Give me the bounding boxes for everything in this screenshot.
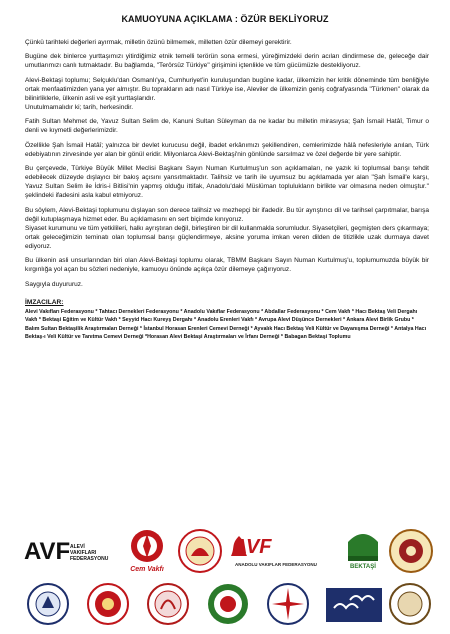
association-seal [86, 582, 130, 631]
birds-icon [326, 588, 382, 622]
signatories-heading: İMZACILAR: [25, 298, 64, 306]
cem-vakfi-emblem [122, 526, 172, 566]
avf-logo-subtext: ALEVİ VAKIFLARI FEDERASYONU [70, 544, 109, 562]
cem-vakfi-label: Cem Vakfı [130, 566, 164, 573]
paragraph: Özellikle Şah İsmail Hatâî; yalnızca bir devlet kurucusu değil, ibadet erkânımızı şekillendiren, cemlerimizde hâlâ nefesleriyle anılan, Türk edebiyatının zirvesinde yer alan bir gönül eridir. Milyonlarca Alevi-Bektaşi'nin gönlünde sarsılmaz ve özel değerde bir yere sahiptir. [25, 141, 429, 158]
paragraph: Bu söylem, Alevi-Bektaşi toplumunu dışlayan son derece talihsiz ve mezhepçi bir ifadedir. Bu tür ayrıştırıcı dil ve tarihsel çarpıtmalar, barışa değil kutuplaşmaya hizmet eder. Bu açıklamasını en sert biçimde kınıyoruz. [25, 206, 429, 223]
association-seal [146, 582, 190, 631]
paragraph: Bu çerçevede, Türkiye Büyük Millet Meclisi Başkanı Sayın Numan Kurtulmuş'un son açıklamaları, ne yazık ki toplumsal barışı tehdit edebilecek düzeyde dışlayıcı bir bakış açısını yansıtmaktadır. Talihsiz ve tarih ile uyumsuz bu açıklamada yer alan "Şah İsmail'e karşı, Yavuz Sultan Selim ile İdris-i Bitlisi'nin yapmış olduğu ittifak, Anadolu'daki Müslüman toplulukların birlikte var olmasına neden olmuştur." şeklindeki ifadesini asla kabul etmiyoruz. [25, 164, 429, 200]
logos-row-2 [22, 580, 432, 630]
seal-icon [86, 582, 130, 626]
seal-icon [206, 582, 250, 626]
bektasi-logo [342, 526, 384, 576]
paragraph: Bu ülkenin asli unsurlarından biri olan Alevi-Bektaşi toplumu olarak, TBMM Başkanı Sayın Numan Kurtulmuş'u, toplumumuzda büyük bir kırgınlığa yol açan bu sözleri nedeniyle, kamuoyu önünde açıkça özür dilemeye çağırıyoruz. [25, 257, 429, 274]
paragraph: Çünkü tarihteki değerleri ayırmak, milletin özünü bilmemek, milletten özür dilemeyi gerektirir. [25, 39, 292, 46]
avf2-logo-subtext: ANADOLU VAKIFLAR FEDERASYONU [235, 562, 317, 567]
page-title: KAMUOYUNA AÇIKLAMA : ÖZÜR BEKLİYORUZ [121, 14, 329, 24]
seal-icon [388, 526, 434, 576]
seal-icon [266, 582, 310, 626]
paragraph: Saygıyla duyururuz. [25, 280, 83, 288]
seal-icon [146, 582, 190, 626]
avf2-logo-text: AVF [233, 536, 272, 558]
cem-vakfi-logo [122, 526, 172, 578]
paragraph: Bugüne dek binlerce yurttaşımızı yitirdiğimiz etnik temelli terörün sona ermesi, yüreğimizdeki derin acıları dindirmese de, geleceğe dair umutlarımızı canlı tutmaktadır. Bu bağlamda, "Terörsüz Türkiye" girişimini içtenlikle ve tüm gücümüzle destekliyoruz. [25, 53, 429, 70]
association-seal [388, 582, 432, 631]
paragraph: Siyaset kurumunu ve tüm yetkilileri, halkı ayrıştıran değil, birleştiren bir dil kullanmakla sorumludur. Siyasetçileri, geçmişten ders çıkarmaya; ortak geleceğimizin teminatı olan toplumsal barışı güçlendirmeye, aksine yoruma imkan veren dilden de titizlikle uzak durmaya davet ediyoruz. [25, 224, 429, 250]
bektasi-emblem-icon [342, 526, 384, 564]
document-body [25, 38, 429, 341]
paragraph: Unutulmamalıdır ki; tarih, herkesindir. [25, 103, 134, 111]
association-seal [206, 582, 250, 631]
paragraph: Fatih Sultan Mehmet de, Yavuz Sultan Selim de, Kanuni Sultan Süleyman da ne kadar bu milletin mirasıysa; Şah İsmail Hatâî, Timur o denli ve kıymetli değerlerimizdir. [25, 118, 429, 135]
association-seal [266, 582, 310, 631]
bektasi-label: BEKTAŞİ [350, 564, 376, 570]
avf2-logo [227, 534, 337, 570]
seal-icon [26, 582, 70, 626]
avf-logo [24, 538, 114, 568]
seal-icon [388, 582, 432, 626]
paragraph: Alevi-Bektaşi toplumu; Selçuklu'dan Osmanlı'ya, Cumhuriyet'in kuruluşundan bugüne kadar, ülkemizin her kritik döneminde tüm benliğiyle ortak menfaatimizden yana yer almıştır. Bu toprakların adı nasıl Türkiye ise, Aleviler de ülkemizin geniş coğrafyasında "Türkmen" olarak da bilinirliklerle, ülkenin asli ve eşit yurttaşlarıdır. [25, 76, 429, 102]
abdallar-seal [177, 528, 223, 574]
logos-row-1 [22, 526, 432, 578]
babagan-seal [388, 526, 434, 576]
seal-icon [177, 528, 223, 574]
signatories-list: Alevi Vakıfları Federasyonu * Tahtacı Dernekleri Federasyonu * Anadolu Vakıflar Federasyonu * Abdallar Federasyonu * Cem Vakfı * Hacı Bektaş Veli Dergahı Vakfı * Bektaşi Eğitim ve Kültür Vakfı * Seyyid Hacı Kureyş Dergahı * Anadolu Erenleri Vakfı * Avrupa Alevi Düşünce Dernekleri * Ankara Alevi Birlik Grubu * Balım Sultan Bektaşilik Araştırmaları Derneği * İstanbul Horasan Erenleri Cemevi Derneği * Ayvalık Hacı Bektaş Veli Kültür ve Dayanışma Derneği * Antalya Hacı Bektaş-ı Veli Kültür ve Tanıtma Cemevi Derneği *Horasan Alevi Bektaşi Araştırmaları ve İrfanı Derneği * Babagan Bektaşi Toplumu [25, 308, 427, 340]
avf-logo-text: AVF [24, 538, 71, 565]
horasan-logo [326, 588, 382, 627]
association-seal [26, 582, 70, 631]
